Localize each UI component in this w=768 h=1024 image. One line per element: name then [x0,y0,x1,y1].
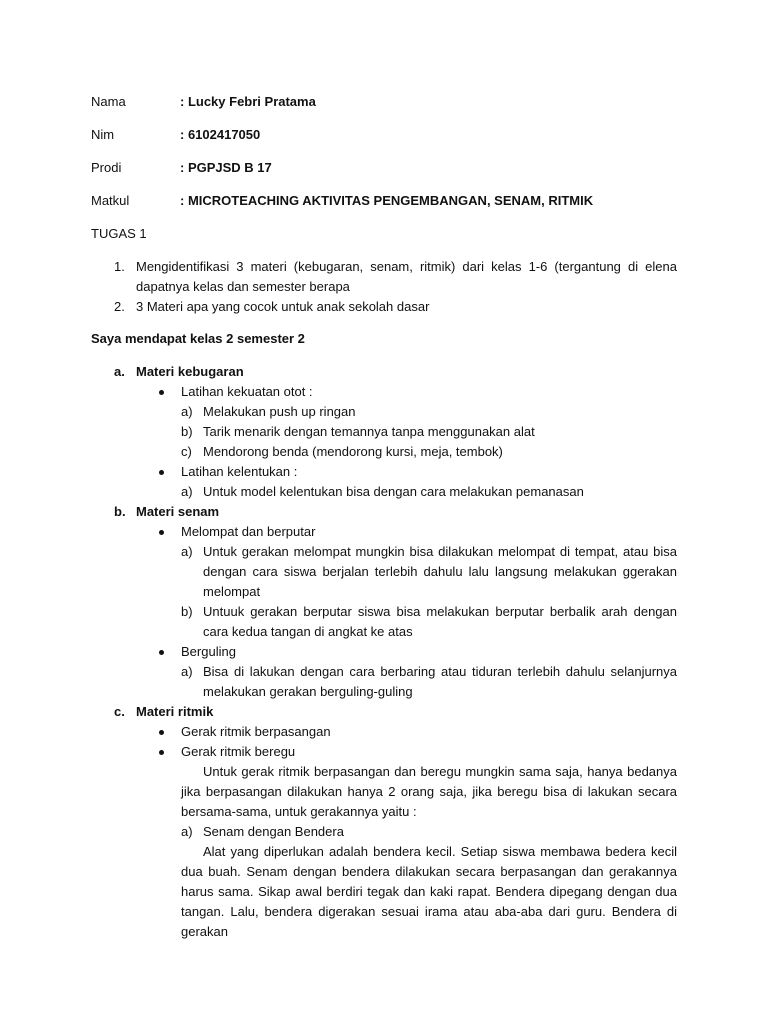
bullet-text: Berguling [181,644,236,659]
bullet-text: Melompat dan berputar [181,524,316,539]
list-item-text: Senam dengan Bendera [203,824,344,839]
bullet-icon [159,470,164,475]
intro-heading: Saya mendapat kelas 2 semester 2 [91,331,305,346]
list-marker: a) [181,404,193,419]
nim-value: : 6102417050 [180,127,261,142]
list-marker: a) [181,484,193,499]
list-item-text: Untuk gerakan melompat mungkin bisa dilakukan melompat di tempat, atau bisa dengan cara siswa berjalan terlebih dahulu lalu langsung melakukan ggerakan melompat [203,544,677,599]
bullet-icon [159,730,164,735]
section-marker: b. [114,504,126,519]
bullet-icon [159,650,164,655]
task-item-text: Mengidentifikasi 3 materi (kebugaran, senam, ritmik) dari kelas 1-6 (tergantung di elena dapatnya kelas dan semester berapa [136,259,677,294]
bullet-icon [159,750,164,755]
bullet-text: Gerak ritmik berpasangan [181,724,331,739]
list-marker: a) [181,824,193,839]
name-value: : Lucky Febri Pratama [180,94,316,109]
list-item-text: Untuk model kelentukan bisa dengan cara melakukan pemanasan [203,484,584,499]
bullet-icon [159,390,164,395]
matkul-label: Matkul [91,193,130,208]
section-marker: a. [114,364,125,379]
matkul-value: : MICROTEACHING AKTIVITAS PENGEMBANGAN, SENAM, RITMIK [180,193,594,208]
list-marker: c) [181,444,192,459]
list-marker: b) [181,424,193,439]
paragraph: Untuk gerak ritmik berpasangan dan beregu mungkin sama saja, hanya bedanya jika berpasangan dilakukan hanya 2 orang saja, jika beregu bisa di lakukan secara bersama-sama, untuk gerakannya yaitu : [181,764,677,819]
bullet-text: Latihan kelentukan : [181,464,298,479]
task-item-number: 2. [114,299,125,314]
bullet-text: Latihan kekuatan otot : [181,384,313,399]
list-marker: b) [181,604,193,619]
section-marker: c. [114,704,125,719]
list-marker: a) [181,544,193,559]
prodi-label: Prodi [91,160,122,175]
bullet-text: Gerak ritmik beregu [181,744,296,759]
prodi-value: : PGPJSD B 17 [180,160,272,175]
list-item-text: Tarik menarik dengan temannya tanpa menggunakan alat [203,424,535,439]
paragraph: Alat yang diperlukan adalah bendera kecil. Setiap siswa membawa bedera kecil dua buah. Senam dengan bendera dilakukan secara berpasangan dan gerakannya harus sama. Sikap awal berdiri tegak dan kaki rapat. Bendera dipegang dengan dua tangan. Lalu, bendera digerakan sesuai irama atau aba-aba dari guru. Bendera di gerakan [181,844,677,939]
section-title: Materi ritmik [136,704,214,719]
bullet-icon [159,530,164,535]
list-marker: a) [181,664,193,679]
name-label: Nama [91,94,126,109]
nim-label: Nim [91,127,115,142]
task-item-text: 3 Materi apa yang cocok untuk anak sekolah dasar [136,299,430,314]
task-item-number: 1. [114,259,125,274]
task-title: TUGAS 1 [91,226,147,241]
section-title: Materi senam [136,504,220,519]
list-item-text: Bisa di lakukan dengan cara berbaring atau tiduran terlebih dahulu selanjurnya melakukan gerakan berguling-guling [203,664,677,699]
section-title: Materi kebugaran [136,364,244,379]
list-item-text: Mendorong benda (mendorong kursi, meja, tembok) [203,444,503,459]
list-item-text: Melakukan push up ringan [203,404,356,419]
list-item-text: Untuuk gerakan berputar siswa bisa melakukan berputar berbalik arah dengan cara kedua tangan di angkat ke atas [203,604,677,639]
